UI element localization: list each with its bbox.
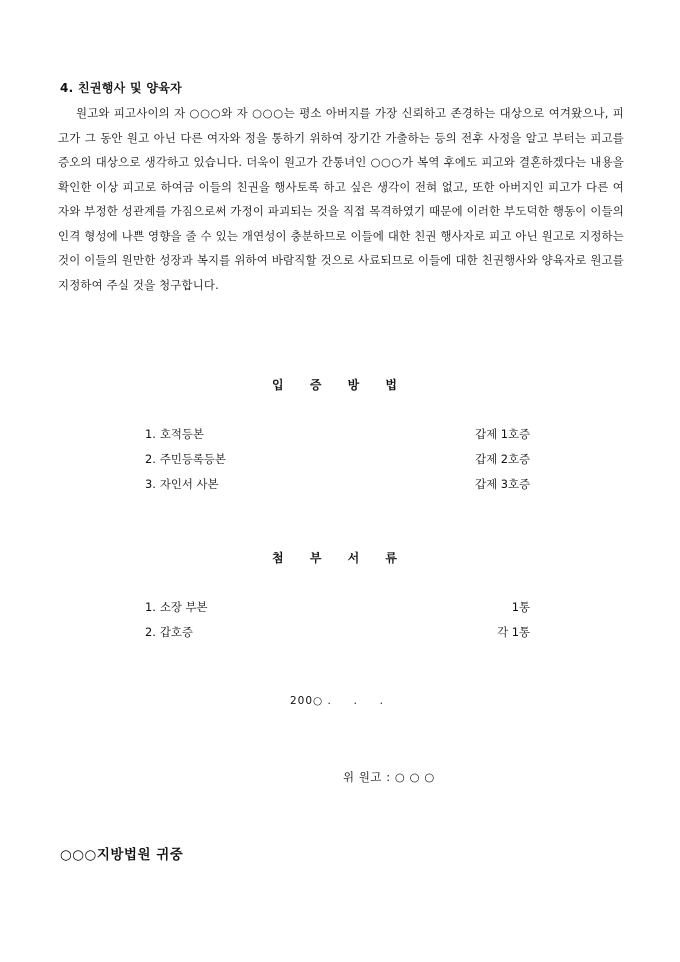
item-reference: 1통 bbox=[511, 600, 530, 614]
item-number: 1. bbox=[145, 427, 156, 441]
court-addressee: ○○○지방법원 귀중 bbox=[60, 847, 184, 863]
item-reference: 갑제 1호증 bbox=[475, 427, 530, 441]
item-name: 자인서 사본 bbox=[159, 477, 219, 491]
filing-date: 200○ . . . bbox=[290, 695, 384, 707]
custody-claim-paragraph: 원고와 피고사이의 자 ○○○와 자 ○○○는 평소 아버지를 가장 신뢰하고 존경하는 대상으로 여겨왔으나, 피고가 그 동안 원고 아닌 다른 여자와 정을 통하기 위하여 장기간 가출하는 등의 전후 사정을 알고 부터는 피고를 증오의 대상으로 생각하고 있습니다. 더욱이 원고가 간통녀인 ○○○가 복역 후에도 피고와 결혼하겠다는 내용을 확인한 이상 피고로 하여금 이들의 친권을 행사토록 하고 싶은 생각이 전혀 없고, 또한 아버지인 피고가 다른 여자와 부정한 성관계를 가짐으로써 가정이 파괴되는 것을 직접 목격하였기 때문에 이러한 부도덕한 행동이 이들의 인격 형성에 나쁜 영향을 줄 수 있는 개연성이 충분하므로 이들에 대한 친권 행사자로 피고 아닌 원고로 지정하는 것이 이들의 원만한 성장과 복지를 위하여 바람직할 것으로 사료되므로 이들에 대한 친권행사와 양육자로 원고를 지정하여 주실 것을 청구합니다. bbox=[58, 106, 624, 292]
evidence-list bbox=[145, 424, 530, 499]
item-number: 2. bbox=[145, 625, 156, 639]
item-number: 1. bbox=[145, 600, 156, 614]
item-reference: 각 1통 bbox=[497, 625, 530, 639]
item-number: 3. bbox=[145, 477, 156, 491]
attachment-item bbox=[145, 622, 530, 647]
item-name: 소장 부본 bbox=[159, 600, 208, 614]
item-number: 2. bbox=[145, 452, 156, 466]
attachment-list bbox=[145, 597, 530, 647]
evidence-item bbox=[145, 449, 530, 474]
attachment-item bbox=[145, 597, 530, 622]
evidence-methods-title: 입 증 방 법 bbox=[272, 378, 408, 392]
item-name: 갑호증 bbox=[159, 625, 193, 639]
evidence-item bbox=[145, 474, 530, 499]
item-name: 주민등록등본 bbox=[159, 452, 226, 466]
item-name: 호적등본 bbox=[159, 427, 204, 441]
section-heading: 4. 친권행사 및 양육자 bbox=[60, 81, 183, 95]
attachments-title: 첨 부 서 류 bbox=[272, 551, 408, 565]
plaintiff-signature: 위 원고 : ○ ○ ○ bbox=[343, 770, 435, 784]
item-reference: 갑제 2호증 bbox=[475, 452, 530, 466]
item-reference: 갑제 3호증 bbox=[475, 477, 530, 491]
evidence-item bbox=[145, 424, 530, 449]
